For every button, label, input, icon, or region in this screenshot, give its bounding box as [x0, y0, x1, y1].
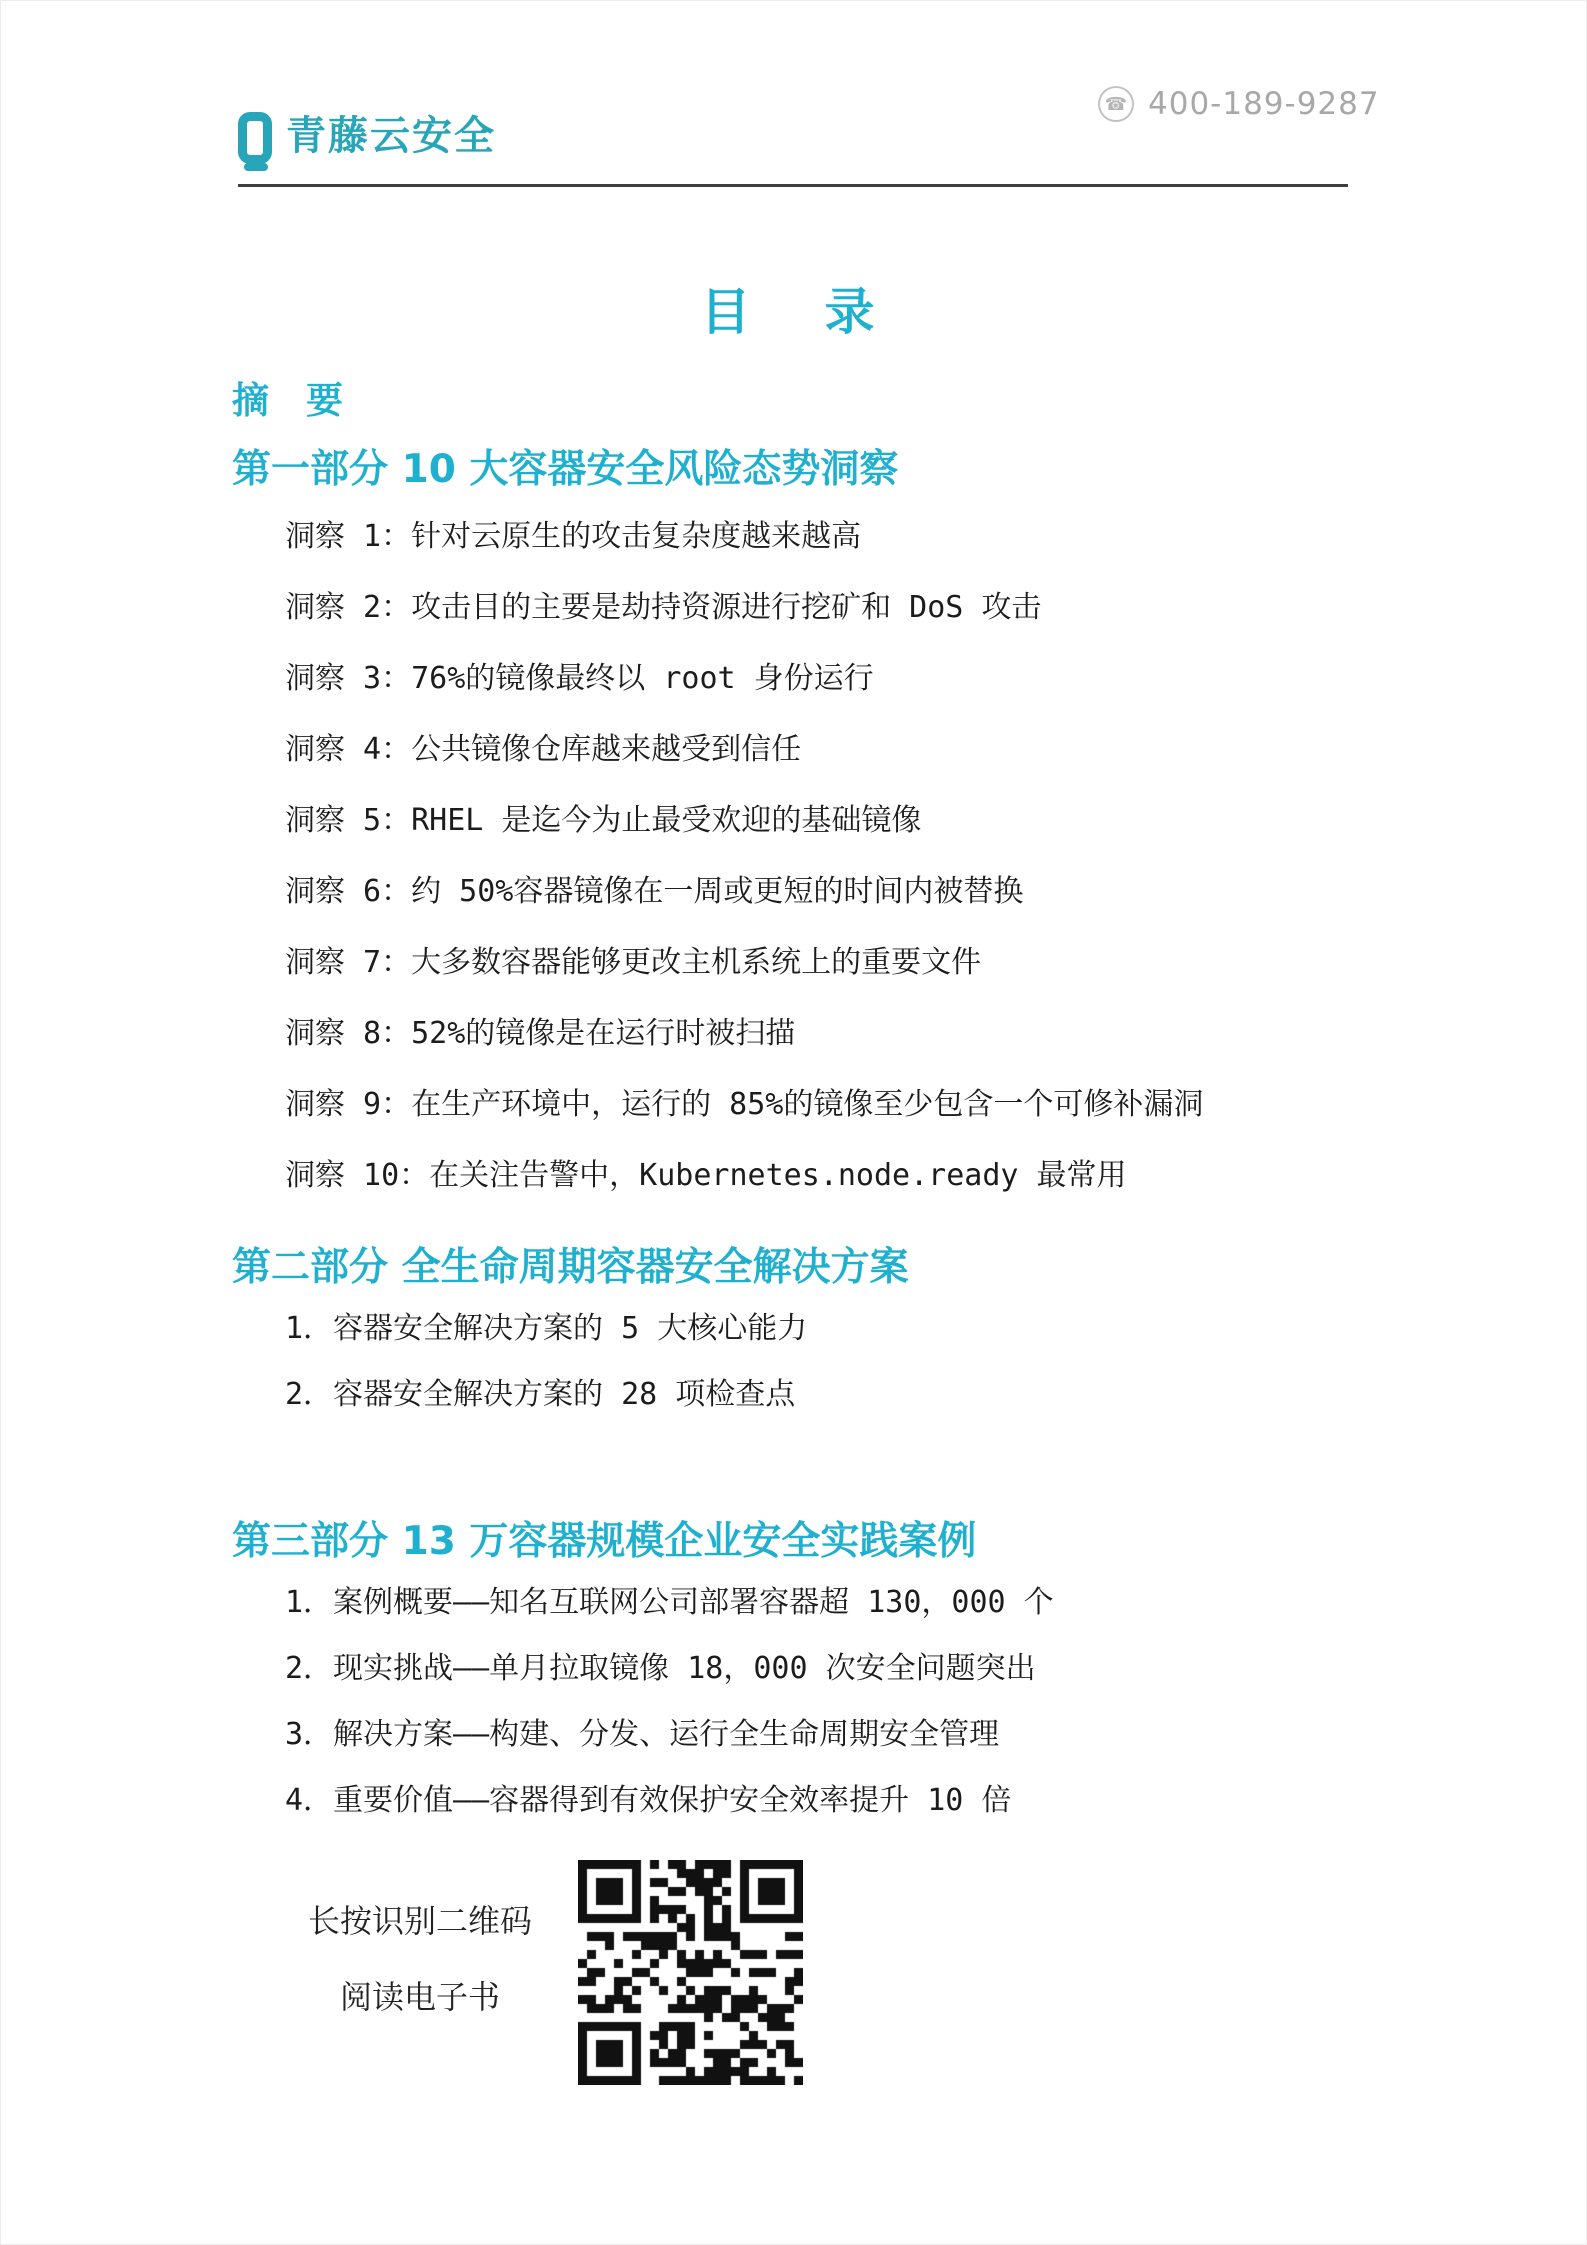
phone-number: 400-189-9287 — [1148, 86, 1380, 122]
toc-item: 洞察 2：攻击目的主要是劫持资源进行挖矿和 DoS 攻击 — [285, 590, 1042, 625]
toc-item: 洞察 9：在生产环境中，运行的 85%的镜像至少包含一个可修补漏洞 — [285, 1087, 1204, 1122]
toc-item: 2．容器安全解决方案的 28 项检查点 — [285, 1377, 796, 1412]
toc-item: 2．现实挑战——单月拉取镜像 18，000 次安全问题突出 — [285, 1651, 1036, 1686]
heading-part3: 第三部分 13 万容器规模企业安全实践案例 — [232, 1519, 977, 1564]
toc-item: 洞察 6：约 50%容器镜像在一周或更短的时间内被替换 — [285, 874, 1024, 909]
qr-caption-line2: 阅读电子书 — [339, 1978, 500, 2016]
toc-item: 洞察 1：针对云原生的攻击复杂度越来越高 — [285, 519, 862, 554]
toc-item: 洞察 10：在关注告警中，Kubernetes.node.ready 最常用 — [285, 1158, 1127, 1193]
toc-item: 洞察 5：RHEL 是迄今为止最受欢迎的基础镜像 — [285, 803, 922, 838]
toc-item: 洞察 8：52%的镜像是在运行时被扫描 — [285, 1016, 796, 1051]
brand-name: 青藤云安全 — [286, 113, 496, 159]
heading-abstract: 摘 要 — [232, 379, 343, 422]
toc-item: 3．解决方案——构建、分发、运行全生命周期安全管理 — [285, 1717, 1000, 1752]
toc-item: 4．重要价值——容器得到有效保护安全效率提升 10 倍 — [285, 1783, 1012, 1818]
phone-icon: ☎ — [1098, 86, 1134, 122]
toc-item: 洞察 7：大多数容器能够更改主机系统上的重要文件 — [285, 945, 982, 980]
page-title: 目 录 — [700, 283, 887, 341]
header-divider — [238, 184, 1348, 187]
toc-list-part1 — [285, 520, 1203, 1192]
brand-logo-base — [244, 163, 268, 171]
toc-list-part3 — [285, 1586, 1054, 1817]
qr-caption-line1: 长按识别二维码 — [307, 1902, 532, 1940]
toc-list-part2 — [285, 1312, 807, 1411]
heading-part2: 第二部分 全生命周期容器安全解决方案 — [232, 1245, 909, 1290]
toc-item: 洞察 3：76%的镜像最终以 root 身份运行 — [285, 661, 874, 696]
brand-logo-icon — [238, 112, 272, 164]
toc-item: 洞察 4：公共镜像仓库越来越受到信任 — [285, 732, 802, 767]
header-phone — [1098, 86, 1380, 122]
toc-item: 1．容器安全解决方案的 5 大核心能力 — [285, 1311, 808, 1346]
toc-item: 1．案例概要——知名互联网公司部署容器超 130，000 个 — [285, 1585, 1054, 1620]
qr-code — [578, 1860, 803, 2085]
heading-part1: 第一部分 10 大容器安全风险态势洞察 — [232, 447, 899, 492]
